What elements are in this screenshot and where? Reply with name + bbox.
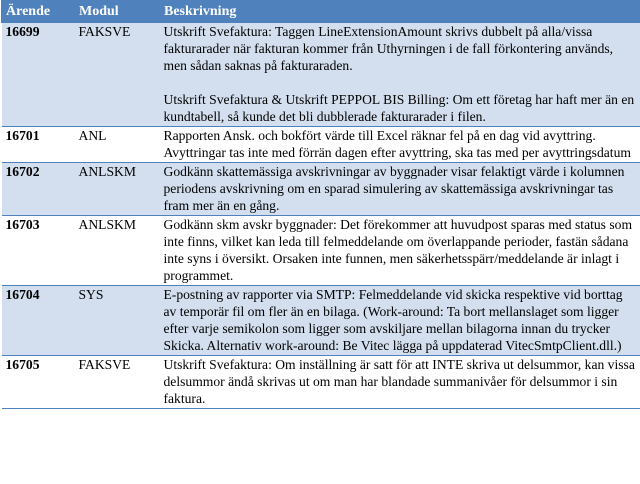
issue-module: ANLSKM xyxy=(75,163,160,216)
issue-description xyxy=(160,286,640,356)
issue-module: FAKSVE xyxy=(75,356,160,409)
issue-id: 16705 xyxy=(2,356,75,409)
description-paragraph: Utskrift Svefaktura & Utskrift PEPPOL BIS Billing: Om ett företag har haft mer än en kundtabell, så kunde det bli dubblerade fakturarader i filen. xyxy=(163,92,635,124)
issue-module: ANLSKM xyxy=(75,216,160,286)
table-row xyxy=(2,286,640,356)
issue-id: 16699 xyxy=(2,23,75,127)
issue-description xyxy=(160,163,640,216)
description-paragraph: Utskrift Svefaktura: Om inställning är satt för att INTE skriva ut delsummor, kan vissa delsummor ändå skrivas ut om man har blandade summanivåer för delsummor i sin faktura. xyxy=(163,357,635,406)
description-paragraph: E-postning av rapporter via SMTP: Felmeddelande vid skicka respektive vid borttag av temporär fil om fler än en bilaga. (Work-around: Ta bort mellanslaget som ligger efter varje semikolon som ligger som avskiljare mellan bilagorna innan du trycker Skicka. Alternativ work-around: Be Vitec lägga på uppdaterad VitecSmtpClient.dll.) xyxy=(163,287,623,353)
issue-description xyxy=(160,23,640,127)
header-modul: Modul xyxy=(75,1,160,23)
header-arende: Ärende xyxy=(2,1,75,23)
issue-description xyxy=(160,127,640,163)
issues-table xyxy=(1,0,640,409)
table-row xyxy=(2,163,640,216)
description-paragraph: Utskrift Svefaktura: Taggen LineExtensionAmount skrivs dubbelt på alla/vissa fakturarader när fakturan kommer från Uthyrningen i de fall förkontering används, men sådan saknas på fakturaraden. xyxy=(163,24,614,73)
table-row xyxy=(2,216,640,286)
issue-module: FAKSVE xyxy=(75,23,160,127)
description-paragraph: Rapporten Ansk. och bokfört värde till Excel räknar fel på en dag vid avyttring. Avyttringar tas inte med förrän dagen efter avyttring, ska tas med per avyttringsdatum xyxy=(163,128,631,160)
issue-module: ANL xyxy=(75,127,160,163)
header-row xyxy=(2,1,640,23)
issue-id: 16704 xyxy=(2,286,75,356)
description-paragraph: Godkänn skm avskr byggnader: Det förekommer att huvudpost sparas med status som inte finns, vilket kan leda till felmeddelande om överlappande perioder, fastän sådana inte syns i översikt. Orsaken inte funnen, men säkerhetsspärr/meddelande är inlagt i programmet. xyxy=(163,217,633,283)
issue-module: SYS xyxy=(75,286,160,356)
table-row xyxy=(2,23,640,127)
issue-description xyxy=(160,216,640,286)
table-row xyxy=(2,127,640,163)
issue-id: 16702 xyxy=(2,163,75,216)
issue-description xyxy=(160,356,640,409)
issue-id: 16701 xyxy=(2,127,75,163)
header-beskrivning: Beskrivning xyxy=(160,1,640,23)
issue-id: 16703 xyxy=(2,216,75,286)
table-row xyxy=(2,356,640,409)
description-paragraph: Godkänn skattemässiga avskrivningar av byggnader visar felaktigt värde i kolumnen periodens avskrivning om en sparad simulering av skattemässiga avskrivningar tas fram mer än en gång. xyxy=(163,164,625,213)
